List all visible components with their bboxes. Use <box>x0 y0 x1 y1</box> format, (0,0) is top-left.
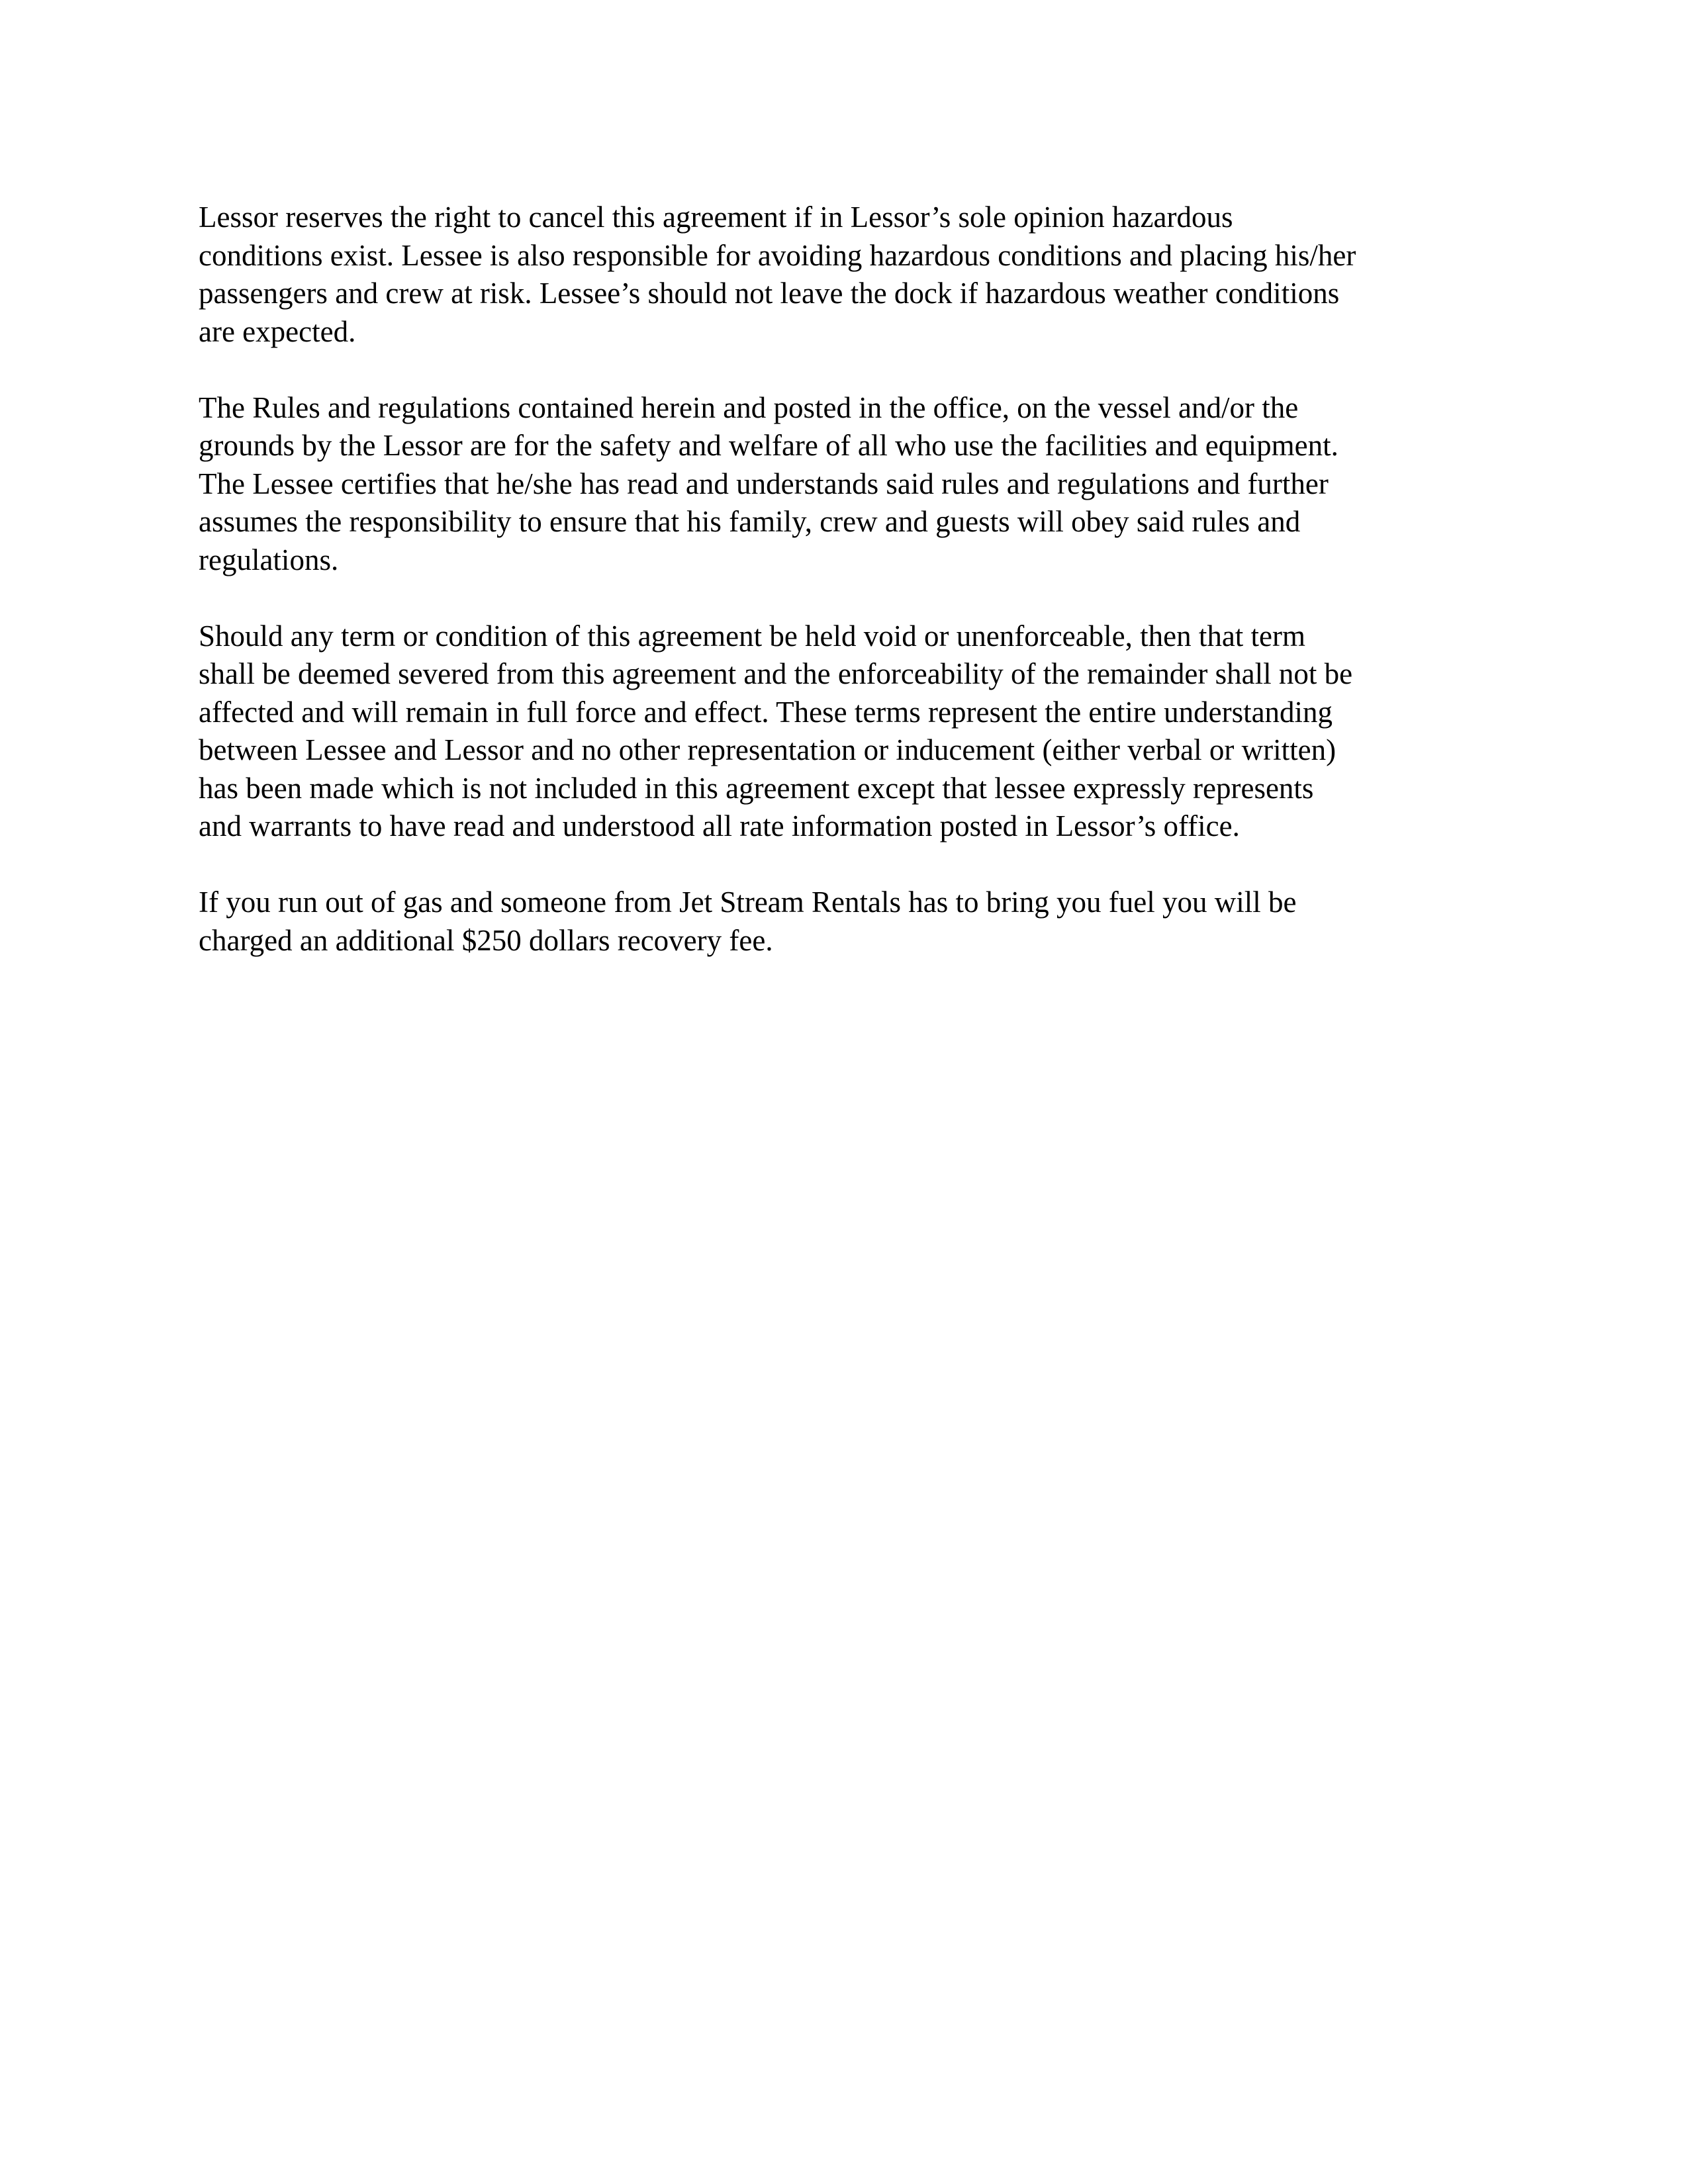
paragraph-line: Should any term or condition of this agreement be held void or unenforceable, then that term <box>199 619 1306 653</box>
paragraph-line: conditions exist. Lessee is also responsible for avoiding hazardous conditions and placing his/her <box>199 238 1356 272</box>
paragraph-cancellation <box>199 199 1496 351</box>
paragraph-fuel-recovery-fee <box>199 884 1496 960</box>
paragraph-line: between Lessee and Lessor and no other representation or inducement (either verbal or written) <box>199 733 1336 766</box>
paragraph-line: has been made which is not included in this agreement except that lessee expressly represents <box>199 771 1314 805</box>
paragraph-line: are expected. <box>199 314 356 348</box>
paragraph-line: assumes the responsibility to ensure that his family, crew and guests will obey said rules and <box>199 505 1301 538</box>
paragraph-line: passengers and crew at risk. Lessee’s should not leave the dock if hazardous weather conditions <box>199 277 1340 310</box>
paragraph-line: and warrants to have read and understood all rate information posted in Lessor’s office. <box>199 809 1240 842</box>
paragraph-line: If you run out of gas and someone from Jet Stream Rentals has to bring you fuel you will be <box>199 886 1297 919</box>
document-body <box>199 199 1496 998</box>
paragraph-line: grounds by the Lessor are for the safety and welfare of all who use the facilities and equipment. <box>199 429 1338 462</box>
paragraph-line: regulations. <box>199 543 339 576</box>
paragraph-line: shall be deemed severed from this agreement and the enforceability of the remainder shall not be <box>199 657 1353 690</box>
paragraph-line: The Lessee certifies that he/she has read and understands said rules and regulations and further <box>199 467 1329 500</box>
paragraph-line: affected and will remain in full force and effect. These terms represent the entire understanding <box>199 695 1333 729</box>
paragraph-rules-regulations <box>199 389 1496 580</box>
paragraph-line: The Rules and regulations contained herein and posted in the office, on the vessel and/or the <box>199 390 1299 424</box>
paragraph-line: charged an additional $250 dollars recovery fee. <box>199 923 773 957</box>
paragraph-line: Lessor reserves the right to cancel this agreement if in Lessor’s sole opinion hazardous <box>199 201 1233 234</box>
paragraph-severability <box>199 617 1496 846</box>
